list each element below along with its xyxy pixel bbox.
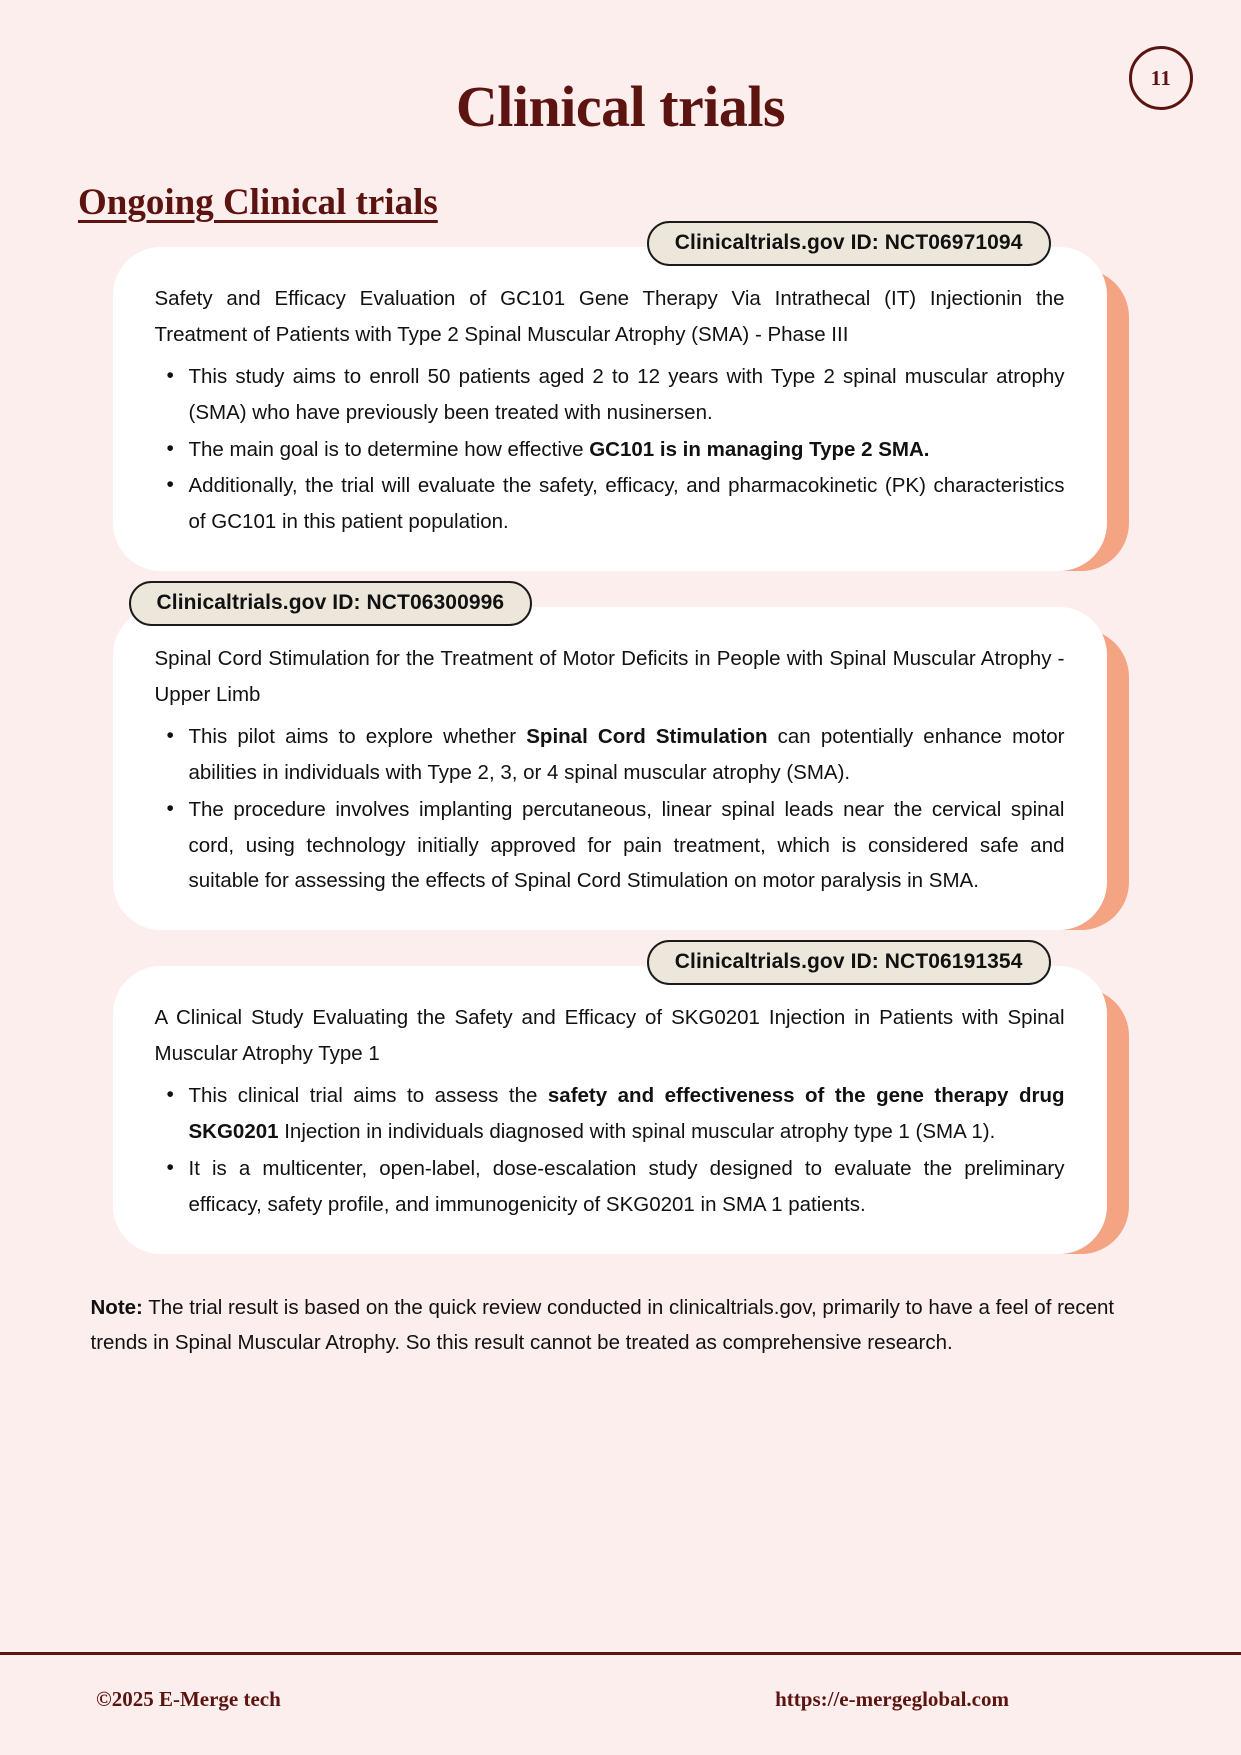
trial-bullet-list: [155, 719, 1065, 899]
trial-id-badge: Clinicaltrials.gov ID: NCT06191354: [647, 940, 1051, 985]
trial-card-list: [0, 231, 1241, 1254]
note-text: The trial result is based on the quick review conducted in clinicaltrials.gov, primarily to have a feel of recent trends in Spinal Muscular Atrophy. So this result cannot be treated as comprehensive research.: [90, 1295, 1115, 1355]
trial-id-badge: Clinicaltrials.gov ID: NCT06971094: [647, 221, 1051, 266]
bullet-text: Additionally, the trial will evaluate the safety, efficacy, and pharmacokinetic (PK) characteristics of GC101 in this patient population.: [188, 474, 1065, 534]
trial-bullet: [189, 432, 1065, 468]
bullet-emphasis: safety and effectiveness of the gene therapy drug SKG0201: [188, 1084, 1065, 1143]
trial-bullet: [189, 792, 1065, 900]
trial-bullet: [189, 468, 1065, 540]
bullet-text: It is a multicenter, open-label, dose-escalation study designed to evaluate the preliminary efficacy, safety profile, and immunogenicity of SKG0201 in SMA 1 patients.: [188, 1156, 1065, 1216]
bullet-text: The main goal is to determine how effective: [188, 437, 590, 461]
page-number-badge: [1129, 46, 1193, 110]
trial-card: [113, 591, 1129, 930]
section-heading: Ongoing Clinical trials: [78, 182, 438, 223]
bullet-text: This clinical trial aims to assess the: [188, 1084, 548, 1107]
trial-card-body: [113, 247, 1107, 571]
bullet-text: can potentially enhance motor abilities in individuals with Type 2, 3, or 4 spinal muscular atrophy (SMA).: [188, 724, 1065, 784]
trial-card-body: [113, 607, 1107, 930]
trial-bullet-list: [155, 1078, 1065, 1223]
trial-bullet: [189, 1151, 1065, 1223]
trial-bullet-list: [155, 359, 1065, 540]
bullet-text: This pilot aims to explore whether: [188, 724, 527, 748]
trial-id-badge: Clinicaltrials.gov ID: NCT06300996: [129, 581, 533, 626]
bullet-emphasis: Spinal Cord Stimulation: [526, 724, 768, 748]
trial-title: Spinal Cord Stimulation for the Treatment of Motor Deficits in People with Spinal Muscular Atrophy - Upper Limb: [154, 647, 1065, 706]
footer-divider: [0, 1652, 1241, 1655]
bullet-text: The procedure involves implanting percutaneous, linear spinal leads near the cervical spinal cord, using technology initially approved for pain treatment, which is considered safe and suitable for assessing the effects of Spinal Cord Stimulation on motor paralysis in SMA.: [188, 797, 1065, 893]
trial-title: A Clinical Study Evaluating the Safety and Efficacy of SKG0201 Injection in Patients with Spinal Muscular Atrophy Type 1: [154, 1006, 1065, 1066]
bullet-emphasis: GC101 is in managing Type 2 SMA.: [589, 437, 930, 461]
trial-bullet: [189, 1078, 1065, 1150]
footer-copyright: ©2025 E-Merge tech: [96, 1686, 281, 1711]
trial-card: [113, 231, 1129, 571]
bullet-text: Injection in individuals diagnosed with spinal muscular atrophy type 1 (SMA 1).: [278, 1119, 996, 1143]
trial-bullet: [189, 719, 1065, 791]
page-title: Clinical trials: [455, 74, 786, 139]
bullet-text: This study aims to enroll 50 patients aged 2 to 12 years with Type 2 spinal muscular atrophy (SMA) who have previously been treated with nusinersen.: [188, 364, 1065, 424]
note-label: Note:: [90, 1295, 143, 1319]
trial-title: Safety and Efficacy Evaluation of GC101 Gene Therapy Via Intrathecal (IT) Injectionin the Treatment of Patients with Type 2 Spinal Muscular Atrophy (SMA) - Phase III: [154, 287, 1065, 346]
trial-bullet: [189, 359, 1065, 431]
trial-card: [113, 950, 1129, 1253]
note-block: [91, 1290, 1151, 1362]
page-footer: [0, 1669, 1241, 1729]
trial-card-body: [113, 966, 1107, 1253]
page-number-value: 11: [1150, 65, 1172, 90]
footer-website-link[interactable]: https://e-mergeglobal.com: [775, 1686, 1009, 1711]
